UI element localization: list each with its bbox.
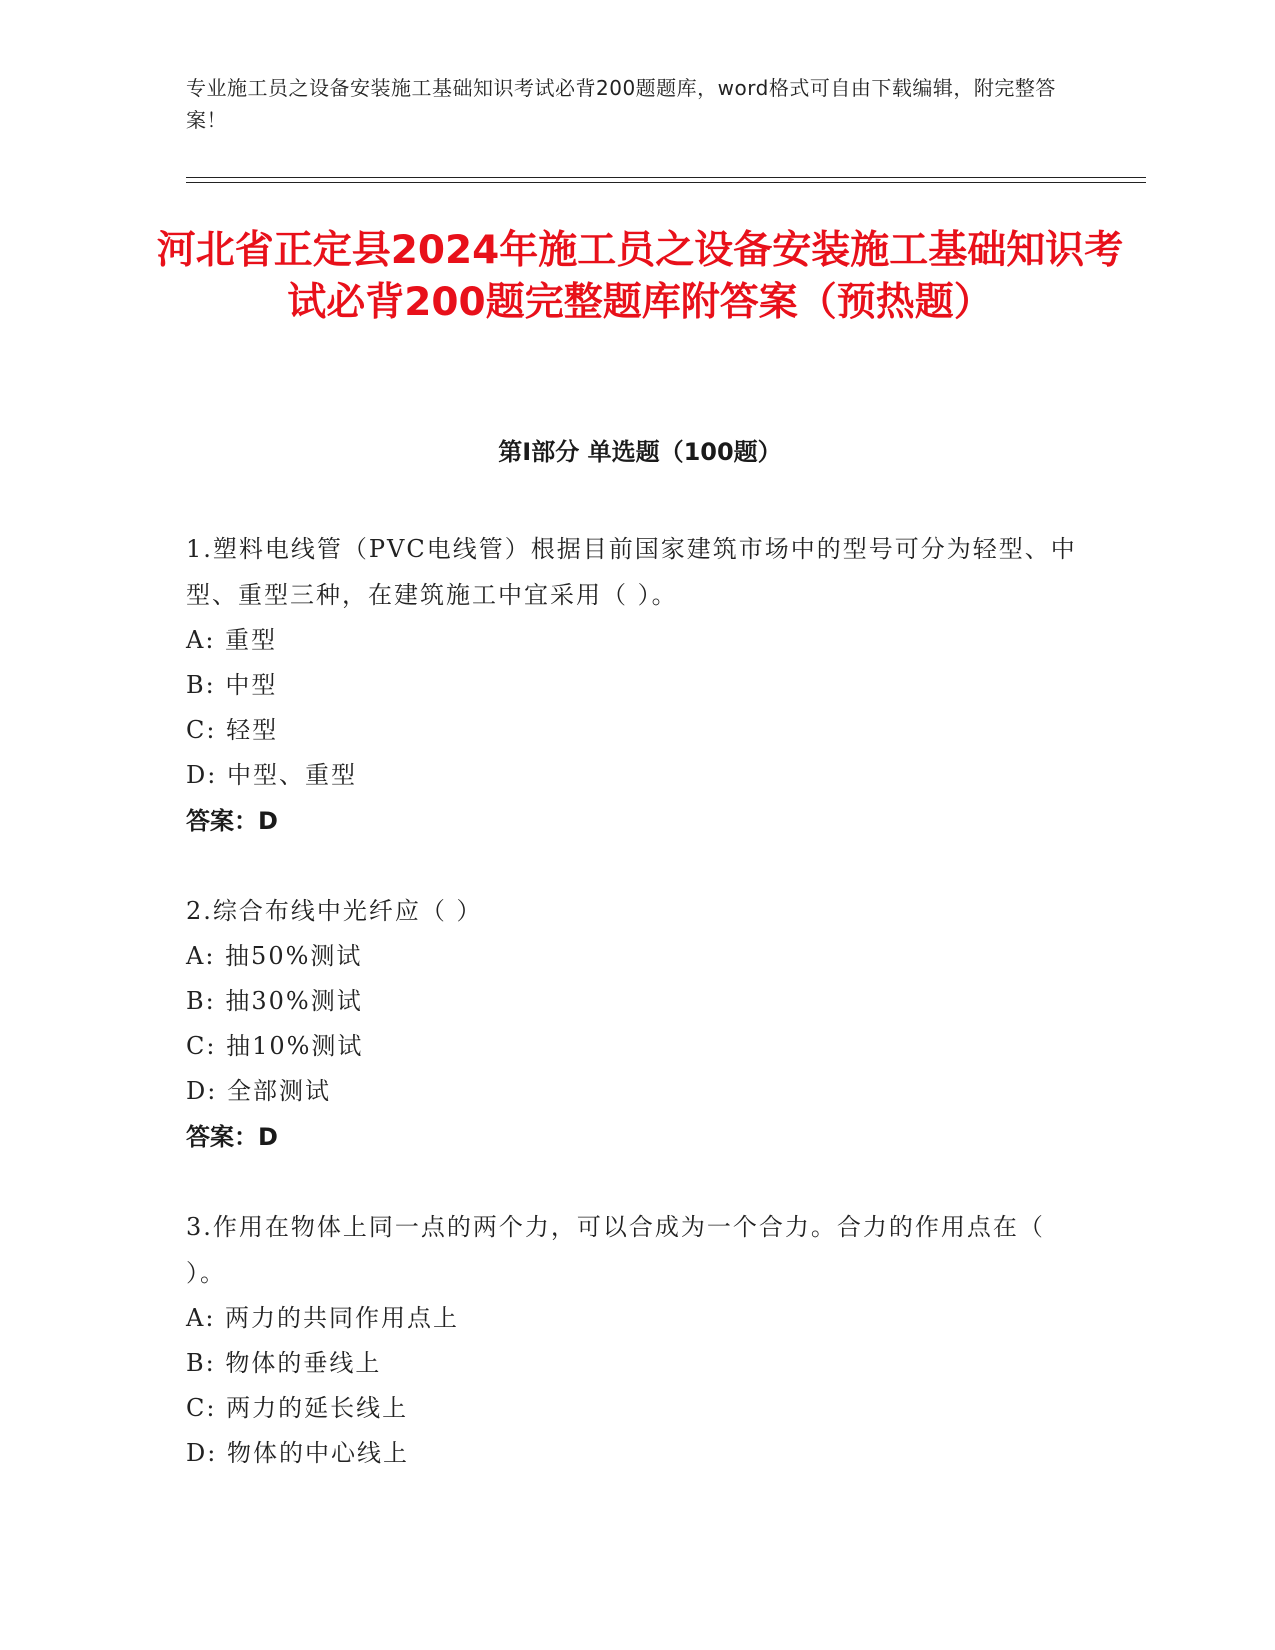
section-title: 第Ⅰ部分 单选题（100题） bbox=[498, 438, 782, 466]
option-a: A: 重型 bbox=[186, 626, 278, 654]
question-list bbox=[186, 526, 1086, 1520]
option-d: D: 全部测试 bbox=[186, 1077, 331, 1105]
option-c: C: 轻型 bbox=[186, 716, 279, 744]
question-item bbox=[186, 888, 1086, 1160]
header-note: 专业施工员之设备安装施工基础知识考试必背200题题库，word格式可自由下载编辑，附完整答案！ bbox=[186, 76, 1056, 132]
answer-line: 答案：D bbox=[186, 1123, 278, 1151]
option-a: A: 两力的共同作用点上 bbox=[186, 1304, 460, 1332]
option-d: D: 中型、重型 bbox=[186, 761, 357, 789]
question-stem: 2.综合布线中光纤应（ ） bbox=[186, 897, 483, 925]
question-item bbox=[186, 526, 1086, 844]
option-c: C: 抽10%测试 bbox=[186, 1032, 364, 1060]
option-c: C: 两力的延长线上 bbox=[186, 1394, 409, 1422]
document-title: 河北省正定县2024年施工员之设备安装施工基础知识考试必背200题完整题库附答案（预热题） bbox=[156, 228, 1124, 325]
question-item bbox=[186, 1204, 1086, 1476]
header-divider-bottom bbox=[186, 182, 1146, 183]
option-b: B: 抽30%测试 bbox=[186, 987, 363, 1015]
option-b: B: 物体的垂线上 bbox=[186, 1349, 382, 1377]
option-a: A: 抽50%测试 bbox=[186, 942, 363, 970]
question-stem: 1.塑料电线管（PVC电线管）根据目前国家建筑市场中的型号可分为轻型、中型、重型三种，在建筑施工中宜采用（ ）。 bbox=[186, 535, 1077, 609]
question-stem: 3.作用在物体上同一点的两个力，可以合成为一个合力。合力的作用点在（ ）。 bbox=[186, 1213, 1045, 1287]
option-d: D: 物体的中心线上 bbox=[186, 1439, 409, 1467]
option-b: B: 中型 bbox=[186, 671, 278, 699]
answer-line: 答案：D bbox=[186, 807, 278, 835]
header-divider-top bbox=[186, 177, 1146, 178]
